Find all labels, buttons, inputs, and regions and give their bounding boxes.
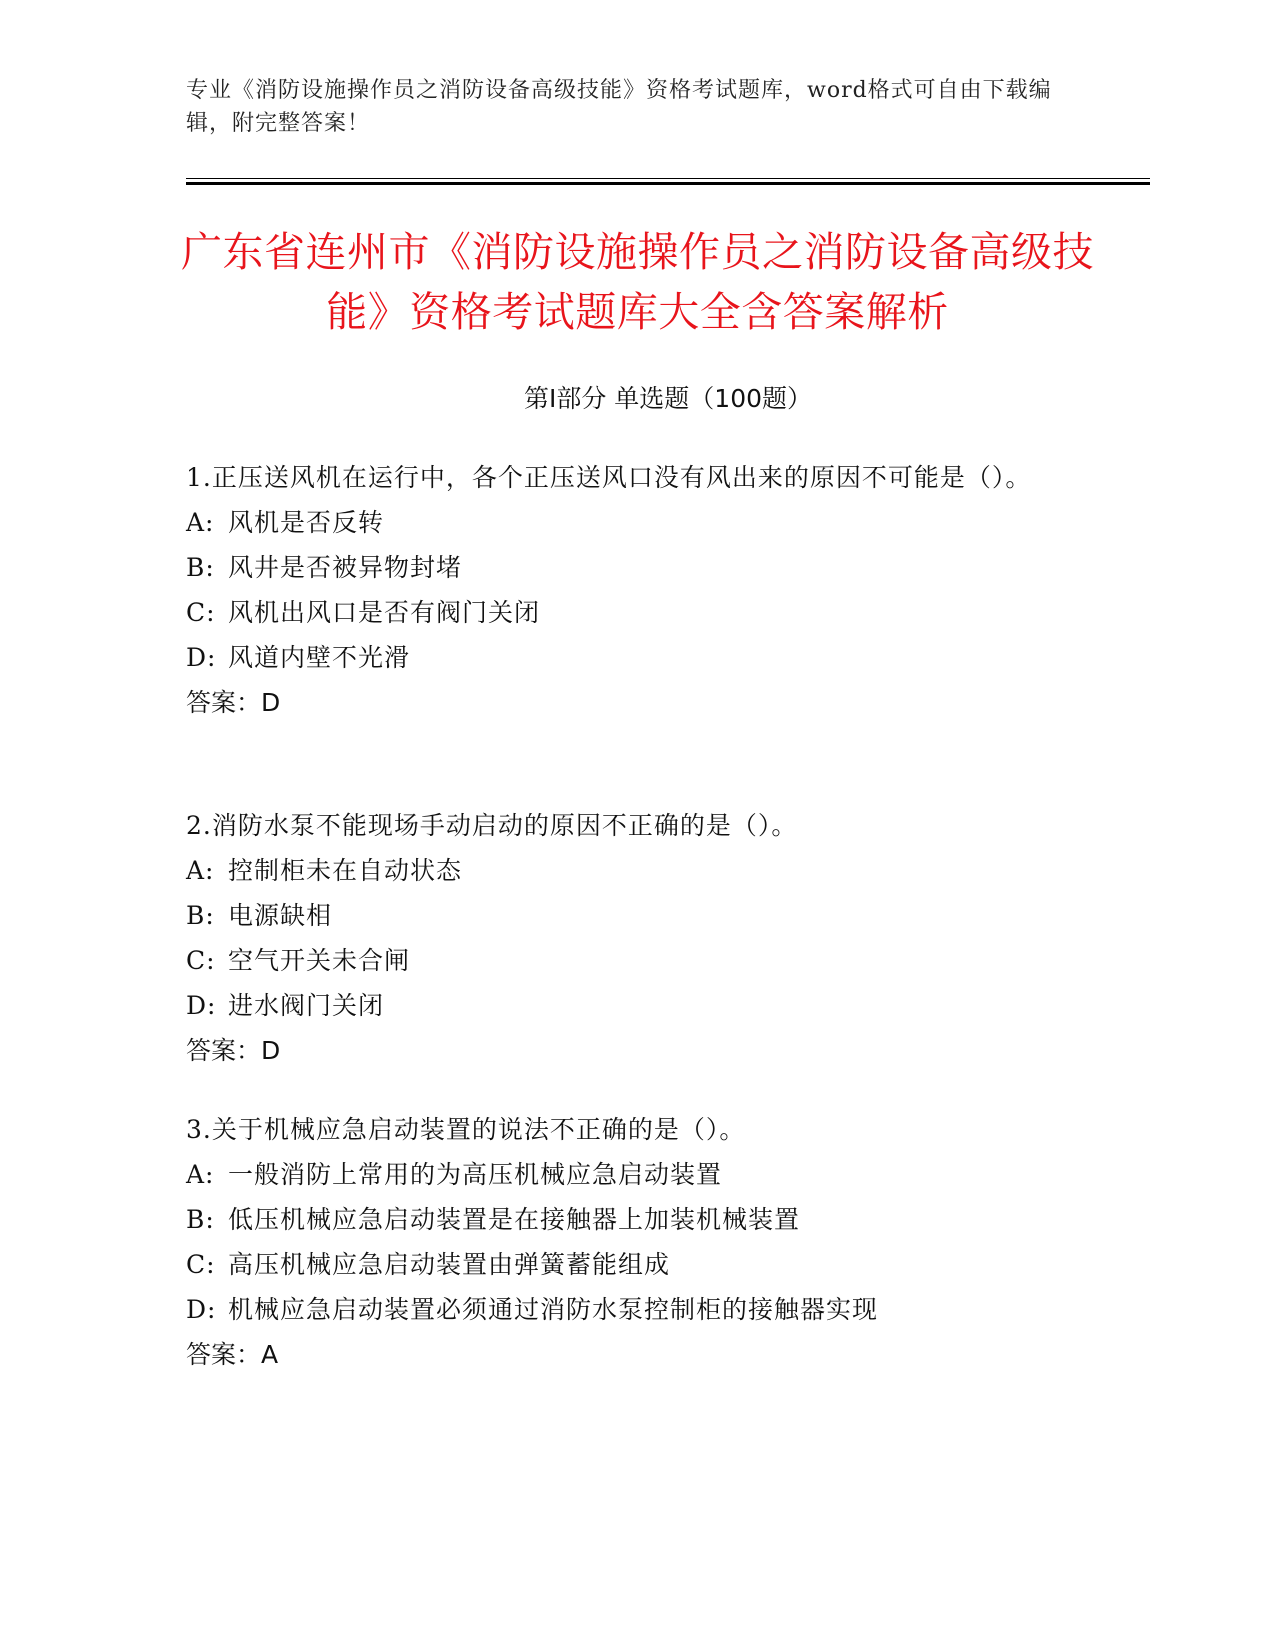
- option-text: 机械应急启动装置必须通过消防水泵控制柜的接触器实现: [228, 1295, 879, 1324]
- option-d: [186, 1287, 1066, 1332]
- header-note: 专业《消防设施操作员之消防设备高级技能》资格考试题库，word格式可自由下载编辑，附完整答案！: [186, 78, 1052, 136]
- option-b: [186, 1197, 1066, 1242]
- question-stem: 1.正压送风机在运行中，各个正压送风口没有风出来的原因不可能是（）。: [186, 463, 1032, 492]
- section-title: 第I部分 单选题（100题）: [523, 384, 813, 413]
- option-text: 高压机械应急启动装置由弹簧蓄能组成: [228, 1250, 671, 1279]
- option-letter: D:: [186, 643, 217, 672]
- question-1: [186, 455, 1066, 725]
- option-b: [186, 545, 1066, 590]
- option-b: [186, 893, 1066, 938]
- option-text: 电源缺相: [228, 901, 333, 930]
- option-letter: B:: [186, 1205, 215, 1234]
- option-text: 低压机械应急启动装置是在接触器上加装机械装置: [228, 1205, 801, 1234]
- question-stem: 3.关于机械应急启动装置的说法不正确的是（）。: [186, 1115, 746, 1144]
- option-letter: A:: [186, 856, 215, 885]
- answer-line: 答案：D: [186, 1036, 281, 1065]
- option-c: [186, 938, 1066, 983]
- option-letter: C:: [186, 598, 216, 627]
- option-text: 风道内壁不光滑: [228, 643, 411, 672]
- option-c: [186, 590, 1066, 635]
- question-2: [186, 803, 1066, 1073]
- question-stem: 2.消防水泵不能现场手动启动的原因不正确的是（）。: [186, 811, 798, 840]
- option-a: [186, 500, 1066, 545]
- option-text: 一般消防上常用的为高压机械应急启动装置: [228, 1160, 723, 1189]
- option-letter: B:: [186, 901, 215, 930]
- option-text: 进水阀门关闭: [228, 991, 385, 1020]
- option-d: [186, 983, 1066, 1028]
- option-letter: D:: [186, 1295, 217, 1324]
- option-letter: A:: [186, 1160, 215, 1189]
- option-a: [186, 848, 1066, 893]
- option-letter: C:: [186, 946, 216, 975]
- answer-line: 答案：A: [186, 1340, 279, 1369]
- option-text: 风机是否反转: [228, 508, 385, 537]
- option-letter: A:: [186, 508, 215, 537]
- option-d: [186, 635, 1066, 680]
- option-a: [186, 1152, 1066, 1197]
- option-text: 空气开关未合闸: [228, 946, 411, 975]
- question-3: [186, 1107, 1066, 1377]
- document-title: 广东省连州市《消防设施操作员之消防设备高级技能》资格考试题库大全含答案解析: [181, 228, 1094, 336]
- option-text: 风机出风口是否有阀门关闭: [228, 598, 541, 627]
- header-rule-thick: [186, 182, 1150, 185]
- answer-line: 答案：D: [186, 688, 281, 717]
- header-rule-thin: [186, 178, 1150, 179]
- option-letter: B:: [186, 553, 215, 582]
- option-c: [186, 1242, 1066, 1287]
- option-text: 风井是否被异物封堵: [228, 553, 463, 582]
- option-letter: C:: [186, 1250, 216, 1279]
- option-letter: D:: [186, 991, 217, 1020]
- option-text: 控制柜未在自动状态: [228, 856, 463, 885]
